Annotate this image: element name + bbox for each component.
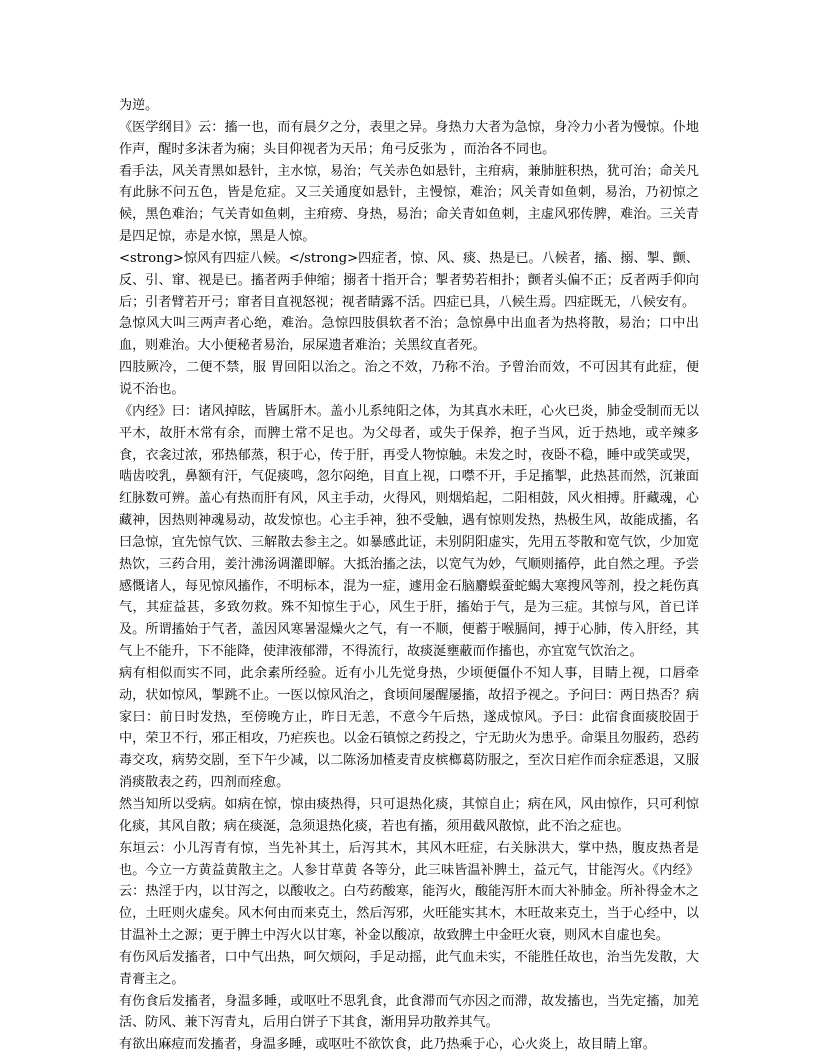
paragraph-4: <strong>惊风有四症八候。</strong>四症者，惊、风、痰、热是已。八候者，搐、搦、掣、颤、反、引、窜、视是已。搐者两手伸缩；搦者十指开合；掣者势若相扑；颤者头偏不正；反者两手仰向后；引者臂若开弓；窜者目直视怒视；视者睛露不活。四症已具，八候生焉。四症既无，八候安有。 bbox=[119, 250, 699, 310]
paragraph-9: 然当知所以受病。如病在惊，惊由痰热得，只可退热化痰，其惊自止；病在风，风由惊作，只可利惊化痰，其风自散；病在痰涎，急须退热化痰，若也有搐，须用截风散惊，此不治之症也。 bbox=[119, 797, 699, 834]
paragraph-8: 病有相似而实不同，此余素所经验。近有小儿先觉身热，少顷便僵仆不知人事，目睛上视，口唇牵动，状如惊风，掣跳不止。一医以惊风治之，食顷间屡醒屡搐，故招予视之。予问曰：两日热否？病家曰：前日时发热，至傍晚方止，昨日无恙，不意今午后热，遂成惊风。予曰：此宿食面痰胶固于中，荣卫不行，邪正相攻，乃疟疾也。以金石镇惊之药投之，宁无助火为患乎。命渠且勿服药，恐药毒交攻，病势交剧，至下午少减，以二陈汤加楂麦青皮槟榔葛防服之，至次日疟作而余症悉退，又服消痰散表之药，四剂而痊愈。 bbox=[119, 665, 699, 791]
paragraph-5: 急惊风大叫三两声者心绝，难治。急惊四肢俱软者不治；急惊鼻中出血者为热将散，易治；口中出血，则难治。大小便秘者易治，尿屎遗者难治；关黑纹直者死。 bbox=[119, 316, 699, 354]
paragraph-3: 看手法，风关青黑如悬针，主水惊，易治；气关赤色如悬针，主疳病，兼肺脏积热，犹可治；命关凡有此脉不问五色，皆是危症。又三关通度如悬针，主慢惊，难治；风关青如鱼刺，易治，乃初惊之候，黑色难治；气关青如鱼刺，主疳痨、身热，易治；命关青如鱼刺，主虚风邪传脾，难治。三关青是四足惊，赤是水惊，黑是人惊。 bbox=[119, 163, 699, 245]
paragraph-12: 有伤食后发搐者，身温多睡，或呕吐不思乳食，此食滞而气亦因之而滞，故发搐也，当先定搐，加羌活、防风、兼下泻青丸，后用白饼子下其食，渐用异功散养其气。 bbox=[119, 993, 699, 1031]
paragraph-7: 《内经》曰：诸风掉眩，皆属肝木。盖小儿系纯阳之体，为其真水未旺，心火已炎，肺金受制而无以平木，故肝木常有余，而脾土常不足也。为父母者，或失于保养，抱子当风，近于热地，或辛辣多食，衣衾过浓，邪热郁蒸，积于心，传于肝，再受人物惊触。未发之时，夜卧不稳，睡中或笑或哭，啮齿咬乳，鼻额有汗，气促痰鸣，忽尔闷绝，目直上视，口噤不开，手足搐掣，此热甚而然，沉兼面红脉数可辨。盖心有热而肝有风，风主手动，火得风，则烟焰起，二阳相鼓，风火相搏。肝藏魂，心藏神，因热则神魂易动，故发惊也。心主手神，独不受触，遇有惊则发热，热极生风，故能成搐，名曰急惊，宜先惊气饮、三解散去参主之。如暴感此证，未别阴阳虚实，先用五苓散和宽气饮，少加宽热饮，三药合用，姜汁沸汤调灌即解。大抵治搐之法，以宽气为妙，气顺则搐停，此自然之理。予尝感慨诸人，每见惊风搐作，不明标本，混为一症，遽用金石脑麝蜈蚕蛇蝎大寒搜风等剂，投之耗伤真气，其症益甚，多致勿救。殊不知惊生于心，风生于肝，搐始于气，是为三症。其惊与风，首已详及。所谓搐始于气者，盖因风寒暑湿燥火之气，有一不顺，便蓄于喉膈间，搏于心肺，传入肝经，其气上不能升，下不能降，使津液郁滞，不得流行，故痰涎壅蔽而作搐也，亦宜宽气饮治之。 bbox=[119, 403, 699, 660]
document-page bbox=[119, 95, 699, 1056]
paragraph-6: 四肢厥冷，二便不禁，服 胃回阳以治之。治之不效，乃称不治。予曾治而效，不可因其有此症，便说不治也。 bbox=[119, 360, 699, 397]
paragraph-13: 有欲出麻痘而发搐者，身温多睡，或呕吐不欲饮食，此乃热乘于心，心火炎上，故目睛上窜。 bbox=[119, 1037, 656, 1053]
paragraph-10: 东垣云：小儿泻青有惊，当先补其土，后泻其木，其风木旺症，右关脉洪大，掌中热，腹皮热者是也。今立一方黄益黄散主之。人参甘草黄 各等分，此三味皆温补脾土，益元气，甘能泻火。《内经》云：热淫于内，以甘泻之，以酸收之。白芍药酸寒，能泻火，酸能泻肝木而大补肺金。所补得金木之位，土旺则火虚矣。风木何由而来克土，然后泻邪，火旺能实其木，木旺故来克土，当于心经中，以甘温补土之源；更于脾土中泻火以甘寒，补金以酸凉，故致脾土中金旺火衰，则风木自虚也矣。 bbox=[119, 840, 699, 944]
paragraph-11: 有伤风后发搐者，口中气出热，呵欠烦闷，手足动摇，此气血未实，不能胜任故也，治当先发散，大青膏主之。 bbox=[119, 949, 699, 987]
paragraph-1: 为逆。 bbox=[119, 98, 159, 113]
paragraph-2: 《医学纲目》云：搐一也，而有晨夕之分，表里之异。身热力大者为急惊，身冷力小者为慢惊。仆地作声，醒时多沫者为痫；头目仰视者为天吊；角弓反张为 ，而治各不同也。 bbox=[119, 119, 699, 157]
